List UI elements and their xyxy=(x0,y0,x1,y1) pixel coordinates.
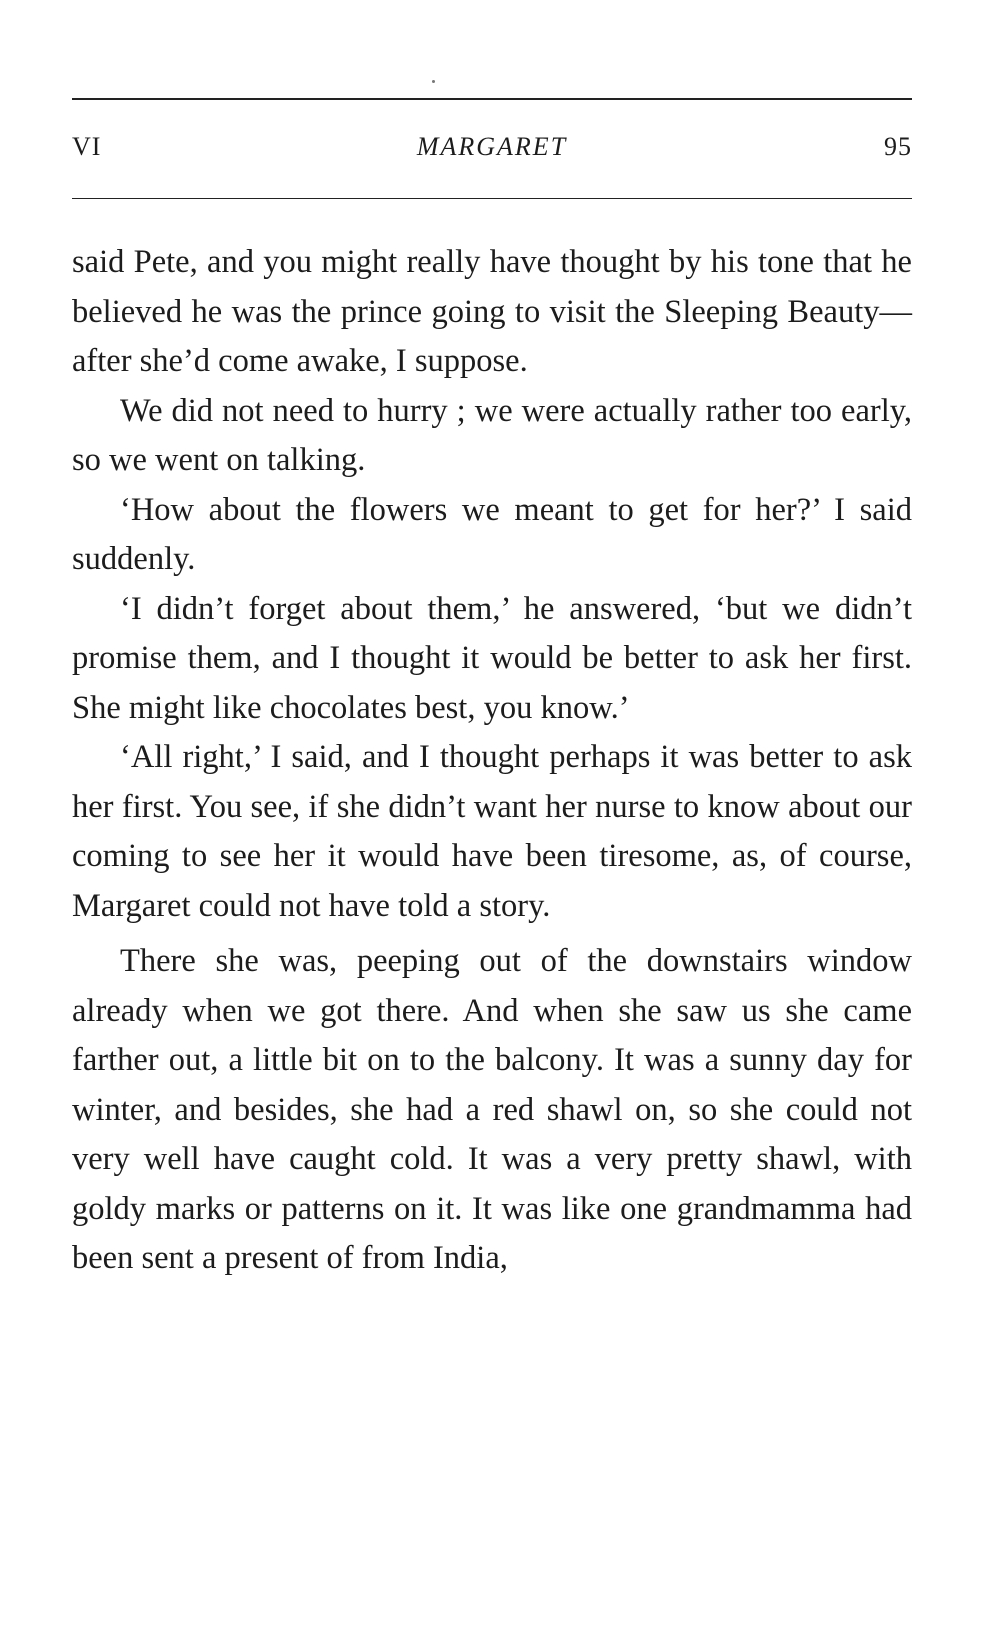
print-speck xyxy=(432,80,435,83)
running-title: MARGARET xyxy=(416,132,568,161)
header-rule-top xyxy=(72,98,912,100)
chapter-number: VI xyxy=(72,132,102,161)
header-rule-bottom xyxy=(72,198,912,199)
page-number: 95 xyxy=(884,132,912,161)
paragraph: There she was, peeping out of the downstairs window already when we got there. And when she saw us she came farther out, a little bit on to the balcony. It was a sunny day for winter, and besides, she had a red shawl on, so she could not very well have caught cold. It was a very pretty shawl, with goldy marks or patterns on it. It was like one grandmamma had been sent a present of from India, xyxy=(72,943,912,1276)
body-text xyxy=(72,238,912,1284)
paragraph: ‘I didn’t forget about them,’ he answered, ‘but we didn’t promise them, and I thought it would be better to ask her first. She might like chocolates best, you know.’ xyxy=(72,590,912,726)
paragraph: ‘All right,’ I said, and I thought perhaps it was better to ask her first. You see, if she didn’t want her nurse to know about our coming to see her it would have been tiresome, as, of course, Margaret could not have told a story. xyxy=(72,739,912,924)
running-header xyxy=(72,132,912,172)
paragraph: ‘How about the flowers we meant to get for her?’ I said suddenly. xyxy=(72,491,912,577)
paragraph: We did not need to hurry ; we were actually rather too early, so we went on talking. xyxy=(72,392,912,478)
paragraph: said Pete, and you might really have thought by his tone that he believed he was the prince going to visit the Sleeping Beauty—after she’d come awake, I suppose. xyxy=(72,244,912,379)
